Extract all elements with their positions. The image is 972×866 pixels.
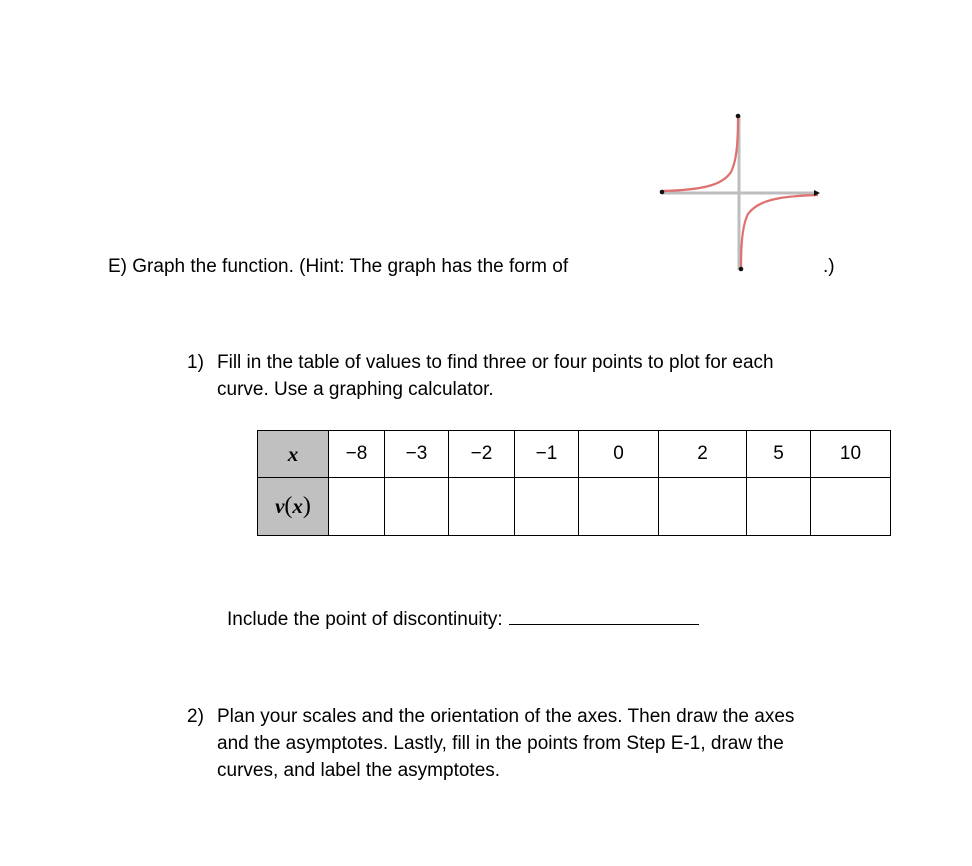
v-answer-cell[interactable] [449,478,515,536]
x-cell: −1 [515,431,579,478]
row-header-x: x [258,431,329,478]
discontinuity-label: Include the point of discontinuity: [227,609,503,630]
x-cell: 2 [659,431,747,478]
step-1-line-2: curve. Use a graphing calculator. [217,379,494,400]
section-e-closing: .) [823,256,835,277]
table-row-v [258,478,891,536]
x-cell: −8 [329,431,385,478]
v-answer-cell[interactable] [659,478,747,536]
x-cell: −3 [385,431,449,478]
table-row-x [258,431,891,478]
x-cell: −2 [449,431,515,478]
x-cell: 5 [747,431,811,478]
section-e-prompt: E) Graph the function. (Hint: The graph has the form of [108,256,569,277]
hint-reciprocal-graph-icon [655,108,825,276]
x-cell: 10 [811,431,891,478]
step-1-instructions [187,349,774,403]
step-2-number: 2) [187,706,204,727]
v-answer-cell[interactable] [515,478,579,536]
v-answer-cell[interactable] [329,478,385,536]
discontinuity-answer-blank[interactable] [509,606,699,625]
discontinuity-prompt [227,606,699,633]
v-answer-cell[interactable] [385,478,449,536]
step-1-number: 1) [187,352,204,373]
v-func-label: v [275,494,285,518]
row-header-v-of-x: v(x) [258,478,329,536]
v-answer-cell[interactable] [811,478,891,536]
step-2-line-2: and the asymptotes. Lastly, fill in the points from Step E-1, draw the [217,733,784,754]
v-answer-cell[interactable] [747,478,811,536]
curve-branch-lower-right [741,195,818,269]
values-table [257,430,891,536]
curve-branch-upper-left [662,117,738,191]
step-2-line-3: curves, and label the asymptotes. [217,760,501,781]
v-arg-label: x [292,494,303,518]
step-2-line-1: Plan your scales and the orientation of the axes. Then draw the axes [217,706,795,727]
step-2-instructions [187,703,794,784]
x-cell: 0 [579,431,659,478]
v-answer-cell[interactable] [579,478,659,536]
step-1-line-1: Fill in the table of values to find three or four points to plot for each [217,352,774,373]
